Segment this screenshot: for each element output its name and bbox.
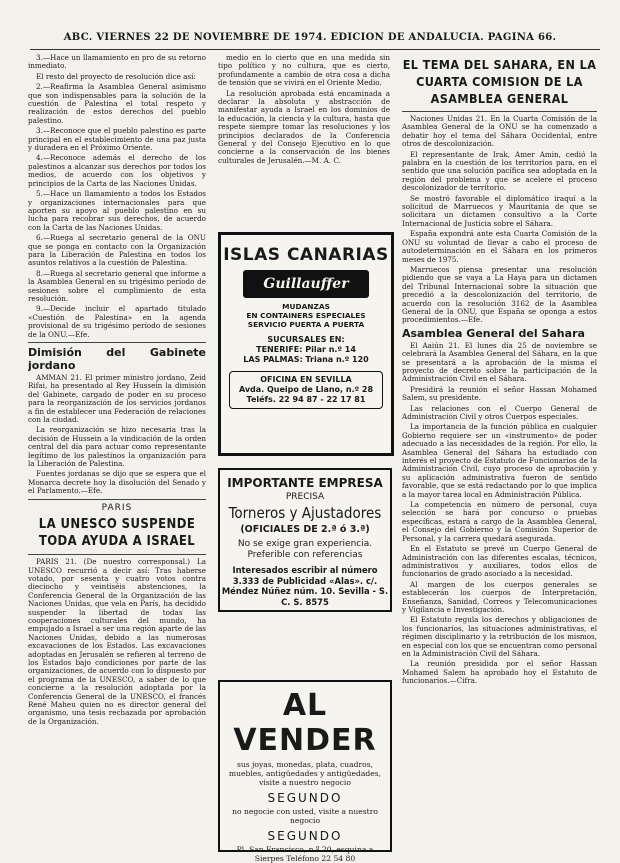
paragraph: 8.—Ruega al secretario general que informe a la Asamblea General en su trigésimo período de sesiones sobre el cumplimiento de esta resolución. (28, 268, 206, 303)
ad-line: LAS PALMAS: Triana n.º 120 (243, 355, 369, 364)
divider (28, 342, 206, 343)
paragraph: Se mostró favorable el diplomático iraquí a la solicitud de Marruecos y Mauritania de que se solicitara un dictamen consultivo a la Corte Internacional de Justicia sobre el Sáhara. (402, 193, 597, 228)
ad-line: sus joyas, monedas, plata, cuadros, muebles, antigüedades y antigüedades, visite a nuestro negocio (228, 760, 382, 787)
paragraph: Presidirá la reunión el señor Hassan Mohamed Salem, su presidente. (402, 384, 597, 403)
paragraph: La competencia en número de personal, cuya selección se hará por concurso o pruebas específicas, estará a cargo de la Asamblea General, el Consejo del Gobierno y la Comisión Superior de Personal, y la carrera quedará asegurada. (402, 500, 597, 543)
ad-line: No se exige gran experiencia. Preferible con referencias (237, 539, 373, 560)
paragraph: En el Estatuto se prevé un Cuerpo General de Administración con las diferentes escalas, técnicos, administrativos y auxiliares, todos ellos de funcionarios de grado asociado a la necesidad. (402, 544, 597, 579)
ad-importante-empresa (218, 468, 392, 612)
ad-title: IMPORTANTE EMPRESA (227, 476, 383, 490)
ad-line: Interesados escribir al número 3.333 de Publicidad «Alas». c/. Méndez Núñez núm. 10. Sevilla - S. C. S. 8575 (221, 565, 389, 607)
paragraph: Al margen de los cuerpos generales se establecerán los cuerpos de Interpretación, Enseñanza, Sanidad, Correos y Telecomunicaciones y Vigilancia e Investigación. (402, 579, 597, 614)
headline-sahara: EL TEMA DEL SAHARA, EN LA CUARTA COMISION DE LA ASAMBLEA GENERAL (402, 57, 597, 106)
ad-line: Teléfs. 22 94 87 - 22 17 81 (246, 395, 366, 404)
subheading-jordan: Dimisión del Gabinete jordano (28, 346, 206, 372)
paragraph: 2.—Reafirma la Asamblea General asimismo que son indispensables para la solución de la cuestión de Palestina el total respeto y realización de estos derechos del pueblo palestino. (28, 82, 206, 125)
paragraph: medio en lo cierto que en una medida sin tipo político y no cultura, que es cierto, profundamente a cambio de otra cosa a dicha de tensión que se vivirá en el Oriente Medio. (218, 54, 390, 88)
header-rule (30, 49, 600, 50)
ad-line: Avda. Queipo de Llano, n.º 28 (238, 385, 374, 394)
paragraph: La reunión presidida por el señor Hassan Mohamed Salem ha aprobado hoy el Estatuto de funcionarios.—Cifra. (402, 659, 597, 686)
ad-headline: Torneros y Ajustadores (228, 504, 382, 522)
company-logo: Guillauffer (243, 270, 369, 298)
ad-title: ISLAS CANARIAS (223, 245, 389, 265)
paragraph: AMMAN 21. El primer ministro jordano, Zeid Rifai, ha presentado al Rey Hussein la dimisión del Gabinete, cargado de poder en su proceso para la reorganización de los servicios jordanos a fin de establecer una Federación de relaciones con la ciudad. (28, 373, 206, 425)
office-box (229, 371, 383, 409)
paragraph: El Estatuto regula los derechos y obligaciones de los funcionarios, las situaciones administrativas, el régimen disciplinario y la retribución de los mismos, en especial con los que se encuentran como personal en la Administración Civil del Sáhara. (402, 615, 597, 658)
paragraph: La reorganización se hizo necesaria tras la decisión de Hussein a la vindicación de la orden central del día para actuar como representante legítimo de los palestinos la organización para la Liberación de Palestina. (28, 425, 206, 469)
paragraph: La resolución aprobada está encaminada a declarar la absoluta y abstracción de manifestar ayuda a Israel en los dominios de la educación, la ciencia y la cultura, hasta que respete siempre tomar las resoluciones y los principios declarados de la Conferencia General y del Consejo Ejecutivo en lo que concierne a la conservación de los bienes culturales de Jerusalén.—M. A. C. (218, 88, 390, 165)
ad-line: Pl. San Francisco, n.º 20, esquina a Sierpes Teléfono 22 54 80 (236, 845, 374, 863)
ad-islas-canarias (218, 232, 394, 456)
divider (28, 499, 206, 500)
paragraph: El resto del proyecto de resolución dice así: (36, 71, 196, 81)
paragraph: Fuentes jordanas se dijo que se espera que el Monarca decrete hoy la disolución del Senado y el Parlamento.—Efe. (28, 469, 206, 496)
page-header: ABC. VIERNES 22 DE NOVIEMBRE DE 1974. EDICION DE ANDALUCIA. PAGINA 66. (63, 32, 557, 43)
ad-line: EN CONTAINERS ESPECIALES (246, 311, 366, 320)
ad-line: SEGUNDO (267, 791, 343, 805)
paragraph: PARIS 21. (De nuestro corresponsal.) La UNESCO recurrió a decir así: Tras haberse votado, por sesenta y cuatro votos contra dieciocho y veintiséis abstenciones, la Conferencia General de la Organización de las Naciones Unidas, que vela en París, ha decidido suspender la libertad de todas las cooperaciones culturales del mundo, ha empujado a Israel a ser una región aparte de las Naciones Unidas, debido a las numerosas excavaciones de los Estados. Las excavaciones adoptadas en Jerusalén se refieren al terreno de los Estados bajo condiciones por parte de las organizaciones, de acuerdo con lo dispuesto por el programa de la UNESCO, a saber de lo que concierne a la resolución adoptada por la Conferencia General de la UNESCO, el francés René Maheu quien no es director general del organismo, una tesis rechazada por aprobación de la Organización. (28, 557, 206, 726)
paragraph: España expondrá ante esta Cuarta Comisión de la ONU su voluntad de llevar a cabo el proceso de autodeterminación en el Sáhara en los primeros meses de 1975. (402, 229, 597, 264)
paragraph: 3.—Reconoce que el pueblo palestino es parte principal en el establecimiento de una paz justa y duradera en el Próximo Oriente. (28, 126, 206, 153)
paragraph: El representante de Irak, Amer Amin, cedió la palabra en la cuestión de los territorios para, en el sentido que una solución pacífica sea adoptada en la región del problema y que se acelere el proceso descolonizador de territorio. (402, 149, 597, 193)
ad-line: PRECISA (285, 492, 325, 502)
ad-line: SUCURSALES EN: (267, 335, 345, 344)
paragraph: 4.—Reconoce además el derecho de los palestinos a alcanzar sus derechos por todos los medios, de acuerdo con los objetivos y principios de la Carta de las Naciones Unidas. (28, 153, 206, 188)
ad-line: SERVICIO PUERTA A PUERTA (247, 320, 365, 329)
paragraph: Las relaciones con el Cuerpo General de Administración Civil y otros Cuerpos especiales. (402, 403, 597, 421)
paragraph: 5.—Hace un llamamiento a todos los Estados y organizaciones internacionales para que aporten su apoyo al pueblo palestino en su lucha para recobrar sus derechos, de acuerdo con la Carta de las Naciones Unidas. (28, 189, 206, 232)
ad-line: SEGUNDO (267, 829, 343, 843)
kicker-paris: PARIS (101, 502, 133, 513)
paragraph: Naciones Unidas 21. En la Cuarta Comisión de la Asamblea General de la ONU se ha comenzado a debatir hoy el tema del Sáhara Occidental, entre otros de descolonización. (402, 114, 597, 149)
ad-line: OFICINA EN SEVILLA (260, 375, 352, 384)
ad-line: (OFICIALES DE 2.ª ó 3.ª) (240, 524, 370, 535)
paragraph: Marruecos piensa presentar una resolución pidiendo que se vaya a La Haya para un dictamen del Tribunal Internacional sobre la situación que precedió a la descolonización del territorio, de acuerdo con la resolución 3162 de la Asamblea General de la ONU, que España se oponga a estos procedimientos.—Efe. (402, 264, 597, 325)
ad-line: MUDANZAS (282, 302, 330, 311)
ad-line: no negocie con usted, visite a nuestro negocio (232, 807, 378, 825)
column-right (402, 54, 597, 849)
ad-al-vender (218, 680, 392, 863)
column-left (28, 54, 206, 849)
divider (402, 111, 597, 112)
paragraph: 9.—Decide incluir el apartado titulado «Cuestión de Palestina» en la agenda provisional de su trigésimo período de sesiones de la ONU.—Efe. (28, 304, 206, 339)
headline-unesco: LA UNESCO SUSPENDE TODA AYUDA A ISRAEL (38, 517, 196, 550)
paragraph: 3.—Hace un llamamiento en pro de su retorno inmediato. (28, 54, 206, 71)
paragraph: 6.—Ruega al secretario general de la ONU que se ponga en contacto con la Organización para la Liberación de Palestina en todos los asuntos relativos a la cuestión de Palestina. (28, 233, 206, 268)
subheading-sahara: Asamblea General del Sahara (402, 326, 585, 340)
divider (28, 554, 206, 555)
paragraph: La importancia de la función pública en cualquier Gobierno requiere ser un «instrumento» de poder adecuado a las necesidades de la región. Por ello, la Asamblea General del Sáhara ha estudiado con interés el proyecto de Estatuto de Funcionarios de la Administración Civil, cuyo proceso de aprobación y su aplicación administrativa fueron de sentido favorable, que se está redactando por lo que implica a la mayor tarea local en Administración Pública. (402, 422, 597, 499)
paragraph: El Aaiún 21. El lunes día 25 de noviembre se celebrará la Asamblea General del Sáhara, en la que se presentará a la aprobación de la misma el proyecto de decreto sobre la participación de la Administración Civil en el Sáhara. (402, 340, 597, 384)
ad-line: TENERIFE: Pilar n.º 14 (256, 345, 356, 354)
column-middle-text (218, 54, 390, 166)
ad-title: AL VENDER (233, 688, 377, 758)
